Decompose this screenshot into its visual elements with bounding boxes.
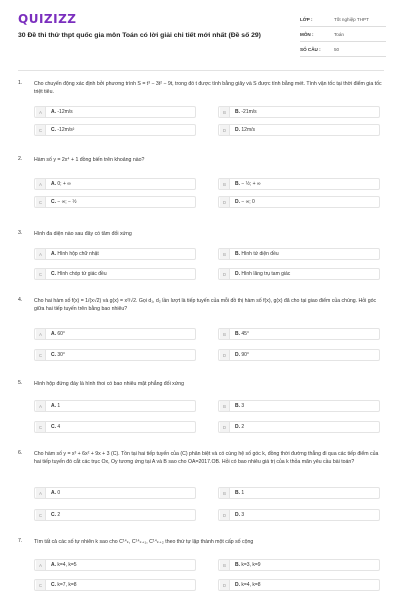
question-number: 1. xyxy=(18,80,23,86)
info-value: Toán xyxy=(334,31,344,37)
option-label: B. xyxy=(235,109,240,115)
option-letter: B xyxy=(220,179,230,189)
option-label: C. xyxy=(51,127,56,133)
option-text: − ∞; 0 xyxy=(241,199,255,205)
option-d[interactable] xyxy=(218,268,380,280)
question-7 xyxy=(18,538,384,598)
option-letter: D xyxy=(220,197,230,207)
option-label: C. xyxy=(51,424,56,430)
question-6 xyxy=(18,450,384,530)
option-text: 3 xyxy=(241,512,245,518)
option-a[interactable] xyxy=(34,248,196,260)
option-d[interactable] xyxy=(218,196,380,208)
option-b[interactable] xyxy=(218,328,380,340)
info-value: 50 xyxy=(334,46,340,52)
info-table xyxy=(300,12,386,57)
option-c[interactable] xyxy=(34,268,196,280)
option-label: B. xyxy=(235,403,240,409)
question-text: Tìm tất cả các số tự nhiên k sao cho C¹⁴ₖ, C¹⁴ₖ₊₁, C¹⁴ₖ₊₂ theo thứ tự lập thành một cấp số cộng xyxy=(34,539,254,545)
option-label: C. xyxy=(51,512,56,518)
option-text: 2 xyxy=(57,512,61,518)
option-text: Hình chóp tứ giác đều xyxy=(57,271,107,277)
question-number: 3. xyxy=(18,230,23,236)
option-label: A. xyxy=(51,490,56,496)
option-letter: A xyxy=(36,249,46,259)
option-text: 3 xyxy=(241,403,245,409)
info-row-count xyxy=(300,42,386,57)
option-letter: B xyxy=(220,560,230,570)
option-letter: A xyxy=(36,560,46,570)
option-letter: C xyxy=(36,580,46,590)
option-a[interactable] xyxy=(34,106,196,118)
option-text: -21m/s xyxy=(241,109,257,115)
option-label: B. xyxy=(235,331,240,337)
option-letter: C xyxy=(36,350,46,360)
option-letter: B xyxy=(220,329,230,339)
option-text: 30° xyxy=(57,352,65,358)
info-value: Tốt nghiệp THPT xyxy=(334,16,369,22)
question-number: 5. xyxy=(18,380,23,386)
option-letter: B xyxy=(220,249,230,259)
option-label: D. xyxy=(235,512,240,518)
option-label: C. xyxy=(51,352,56,358)
option-label: D. xyxy=(235,127,240,133)
question-text: Hình hộp đứng đáy là hình thoi có bao nhiêu mặt phẳng đối xứng xyxy=(34,381,184,387)
option-text: 60° xyxy=(57,331,65,337)
option-label: B. xyxy=(235,181,240,187)
question-1 xyxy=(18,80,384,136)
option-label: A. xyxy=(51,331,56,337)
document-title: 30 Đề thi thử thpt quốc gia môn Toán có lời giải chi tiết mới nhất (Đề số 29) xyxy=(18,32,261,39)
question-5 xyxy=(18,380,384,436)
option-text: 0; + ∞ xyxy=(57,181,71,187)
question-number: 7. xyxy=(18,538,23,544)
question-text: Cho hai hàm số f(x) = 1/(x√2) và g(x) = x²/√2. Gọi d₁, d₂ lần lượt là tiếp tuyến của mỗi đồ thị hàm số f(x), g(x) đã cho tại giao điểm của chúng. Hỏi góc giữa hai tiếp tuyến trên bằng bao nhiêu? xyxy=(34,298,377,312)
option-text: k=7, k=8 xyxy=(57,582,77,588)
question-text: Cho hàm số y = x³ + 6x² + 9x + 3 (C). Tồn tại hai tiếp tuyến của (C) phân biệt và có cùng hệ số góc k, đồng thời đường thẳng đi qua các tiếp điểm của hai tiếp tuyến đó cắt các trục Ox, Oy tương ứng tại A và B sao cho OA=2017.OB. Hỏi có bao nhiêu giá trị của k thỏa mãn yêu cầu bài toán? xyxy=(34,451,379,465)
question-text: Hình đa diện nào sau đây có tâm đối xứng xyxy=(34,231,132,237)
question-number: 6. xyxy=(18,450,23,456)
option-text: 0 xyxy=(57,490,61,496)
option-d[interactable] xyxy=(218,124,380,136)
option-letter: D xyxy=(220,269,230,279)
option-d[interactable] xyxy=(218,349,380,361)
option-text: -12m/s xyxy=(57,109,73,115)
option-d[interactable] xyxy=(218,421,380,433)
option-a[interactable] xyxy=(34,559,196,571)
option-text: 45° xyxy=(241,331,249,337)
question-3 xyxy=(18,230,384,286)
option-label: D. xyxy=(235,271,240,277)
document-header xyxy=(0,0,400,66)
question-2 xyxy=(18,156,384,212)
option-text: 1 xyxy=(57,403,61,409)
option-label: C. xyxy=(51,271,56,277)
option-b[interactable] xyxy=(218,559,380,571)
option-text: 1 xyxy=(241,490,245,496)
option-letter: C xyxy=(36,197,46,207)
option-a[interactable] xyxy=(34,400,196,412)
info-row-class xyxy=(300,12,386,27)
option-letter: D xyxy=(220,580,230,590)
option-label: D. xyxy=(235,199,240,205)
option-c[interactable] xyxy=(34,196,196,208)
option-text: − ½; + ∞ xyxy=(241,181,261,187)
option-text: − ∞; − ½ xyxy=(57,199,77,205)
option-label: B. xyxy=(235,562,240,568)
option-letter: D xyxy=(220,125,230,135)
option-label: A. xyxy=(51,562,56,568)
option-label: A. xyxy=(51,403,56,409)
option-letter: D xyxy=(220,350,230,360)
option-text: k=4, k=8 xyxy=(241,582,261,588)
option-c[interactable] xyxy=(34,349,196,361)
option-letter: D xyxy=(220,510,230,520)
option-text: 90° xyxy=(241,352,249,358)
option-letter: C xyxy=(36,510,46,520)
option-letter: A xyxy=(36,329,46,339)
option-text: k=4, k=5 xyxy=(57,562,77,568)
option-a[interactable] xyxy=(34,328,196,340)
option-b[interactable] xyxy=(218,248,380,260)
info-key: LỚP : xyxy=(300,16,313,22)
option-b[interactable] xyxy=(218,106,380,118)
option-text: k=3, k=9 xyxy=(241,562,261,568)
option-text: -12m/s² xyxy=(57,127,75,133)
option-c[interactable] xyxy=(34,509,196,521)
info-key: MÔN : xyxy=(300,31,314,37)
option-text: Hình lăng trụ tam giác xyxy=(241,271,291,277)
option-letter: B xyxy=(220,107,230,117)
option-label: A. xyxy=(51,181,56,187)
option-label: A. xyxy=(51,109,56,115)
header-divider xyxy=(18,70,384,71)
option-label: C. xyxy=(51,582,56,588)
option-b[interactable] xyxy=(218,178,380,190)
option-text: 12m/s xyxy=(241,127,256,133)
option-letter: B xyxy=(220,401,230,411)
option-a[interactable] xyxy=(34,487,196,499)
option-letter: D xyxy=(220,422,230,432)
option-letter: C xyxy=(36,422,46,432)
option-letter: C xyxy=(36,125,46,135)
info-key: SỐ CÂU : xyxy=(300,46,321,52)
option-label: B. xyxy=(235,251,240,257)
option-letter: A xyxy=(36,401,46,411)
option-label: A. xyxy=(51,251,56,257)
option-b[interactable] xyxy=(218,400,380,412)
question-number: 2. xyxy=(18,156,23,162)
option-d[interactable] xyxy=(218,509,380,521)
option-letter: A xyxy=(36,488,46,498)
question-4 xyxy=(18,297,384,367)
option-c[interactable] xyxy=(34,579,196,591)
info-row-subject xyxy=(300,27,386,42)
option-c[interactable] xyxy=(34,124,196,136)
option-c[interactable] xyxy=(34,421,196,433)
option-label: D. xyxy=(235,582,240,588)
option-label: C. xyxy=(51,199,56,205)
option-text: Hình hộp chữ nhật xyxy=(57,251,99,257)
option-text: Hình tứ diện đều xyxy=(241,251,279,257)
question-text: Cho chuyển động xác định bởi phương trình S = t³ − 3t² − 9t, trong đó t được tính bằng giây và S được tính bằng mét. Tính vận tốc tại thời điểm gia tốc triệt tiêu. xyxy=(34,81,382,95)
option-text: 2 xyxy=(241,424,245,430)
option-text: 4 xyxy=(57,424,61,430)
option-letter: A xyxy=(36,107,46,117)
question-number: 4. xyxy=(18,297,23,303)
option-label: D. xyxy=(235,352,240,358)
option-letter: A xyxy=(36,179,46,189)
option-label: B. xyxy=(235,490,240,496)
option-b[interactable] xyxy=(218,487,380,499)
option-letter: C xyxy=(36,269,46,279)
option-letter: B xyxy=(220,488,230,498)
option-d[interactable] xyxy=(218,579,380,591)
option-a[interactable] xyxy=(34,178,196,190)
quizizz-logo: QUIZIZZ xyxy=(18,12,77,26)
question-text: Hàm số y = 2x⁴ + 1 đồng biến trên khoảng nào? xyxy=(34,157,145,163)
option-label: D. xyxy=(235,424,240,430)
